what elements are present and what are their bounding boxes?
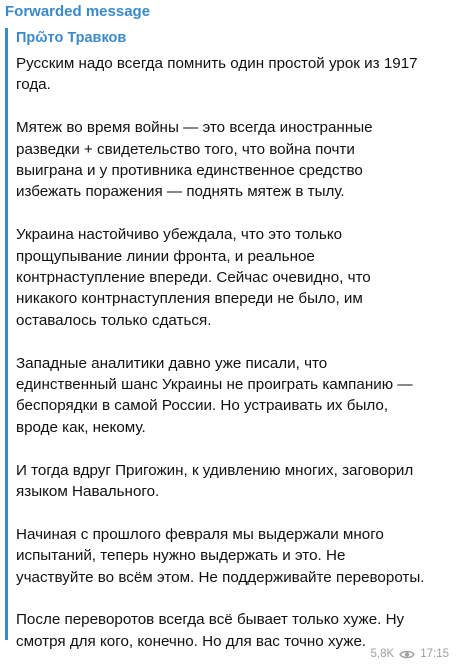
- message-paragraph: После переворотов всегда всё бывает только хуже. Ну смотря для кого, конечно. Но для вас точно хуже.: [16, 611, 405, 650]
- message-meta: [371, 646, 449, 662]
- message-paragraph: Начиная с прошлого февраля мы выдержали много испытаний, теперь нужно выдержать и это. Не участвуйте во всём этом. Не поддерживайте перевороты.: [16, 525, 425, 586]
- message-paragraph: Мятеж во время войны — это всегда иностранные разведки + свидетельство того, что война почти выиграна и у противника единственное средство избежать поражения — поднять мятеж в тылу.: [16, 119, 373, 201]
- message-paragraph: Западные аналитики давно уже писали, что единственный шанс Украины не проиграть кампанию — беспорядки в самой России. Но устраивать их было, вроде как, некому.: [16, 354, 413, 436]
- eye-icon: [399, 649, 415, 660]
- view-count: 5,8K: [370, 648, 395, 660]
- forwarded-quote: [5, 28, 450, 650]
- forwarded-message-header: Forwarded message: [5, 3, 151, 20]
- message-paragraph: Украина настойчиво убеждала, что это только прощупывание линии фронта, и реальное контрнаступление впереди. Сейчас очевидно, что никакого контрнаступления впереди не было, им оставалось только сдаться.: [16, 226, 371, 329]
- message-paragraph: Русским надо всегда помнить один простой урок из 1917 года.: [16, 55, 418, 94]
- forward-author-name[interactable]: Прῶто Травков: [16, 30, 127, 46]
- message-body: [16, 53, 452, 652]
- message-time: 17:15: [420, 648, 449, 660]
- message-paragraph: И тогда вдруг Пригожин, к удивлению многих, заговорил языком Навального.: [16, 461, 414, 501]
